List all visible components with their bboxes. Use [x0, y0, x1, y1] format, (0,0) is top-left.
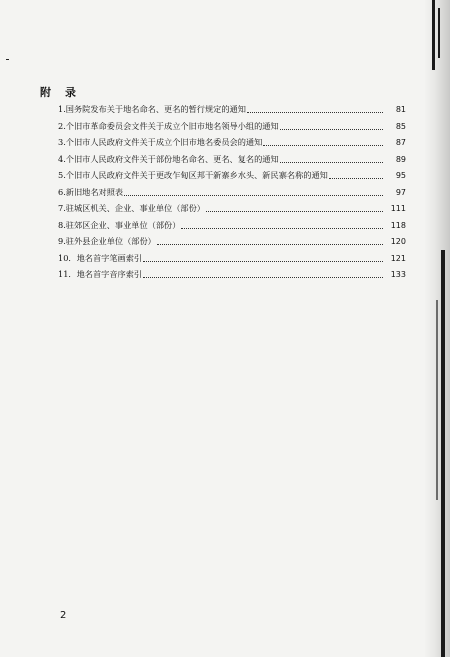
- entry-label: 1.国务院发布关于地名命名、更名的暂行规定的通知: [58, 104, 246, 114]
- list-item[interactable]: [58, 118, 406, 135]
- appendix-list: [58, 101, 406, 283]
- entry-page: 81: [395, 105, 406, 114]
- dot-leader: [157, 243, 383, 245]
- entry-page: 133: [390, 270, 406, 279]
- dot-leader: [280, 161, 383, 163]
- entry-label: 7.驻城区机关、企业、事业单位（部份）: [58, 203, 205, 213]
- entry-label: 3.个旧市人民政府文件关于成立个旧市地名委员会的通知: [58, 137, 263, 147]
- entry-page: 89: [395, 154, 406, 164]
- appendix-heading: 附录: [40, 86, 90, 99]
- dot-leader: [181, 227, 383, 229]
- scan-mark: [6, 59, 9, 60]
- dot-leader: [247, 111, 383, 113]
- entry-label: 5.个旧市人民政府文件关于更改乍甸区邦干新寨乡水头、新民寨名称的通知: [58, 170, 328, 180]
- scan-edge-stroke: [438, 8, 440, 58]
- list-item[interactable]: [58, 151, 406, 168]
- entry-page: 95: [395, 171, 406, 180]
- dot-leader: [143, 276, 383, 278]
- dot-leader: [143, 260, 383, 262]
- entry-label: 9.驻外县企业单位（部份）: [58, 236, 156, 246]
- scan-edge-stroke: [432, 0, 435, 70]
- entry-label: 4.个旧市人民政府文件关于部份地名命名、更名、复名的通知: [58, 153, 279, 164]
- entry-label: 8.驻郊区企业、事业单位（部份）: [58, 219, 181, 230]
- list-item[interactable]: [58, 134, 406, 151]
- scan-edge-stroke: [436, 300, 438, 500]
- list-item[interactable]: [58, 217, 406, 234]
- page-number: 2: [60, 610, 67, 621]
- list-item[interactable]: [58, 167, 406, 184]
- dot-leader: [206, 210, 383, 212]
- entry-page: 111: [390, 204, 406, 213]
- entry-page: 87: [395, 138, 406, 147]
- entry-label: 10．地名首字笔画索引: [58, 252, 143, 263]
- list-item[interactable]: [58, 200, 406, 217]
- dot-leader: [263, 144, 383, 146]
- entry-page: 120: [390, 237, 406, 246]
- entry-page: 97: [395, 187, 406, 197]
- entry-page: 85: [395, 121, 406, 131]
- dot-leader: [124, 194, 383, 196]
- entry-label: 11．地名首字音序索引: [58, 269, 143, 279]
- entry-page: 121: [390, 253, 406, 263]
- list-item[interactable]: [58, 266, 406, 283]
- entry-page: 118: [390, 220, 406, 230]
- dot-leader: [329, 177, 383, 179]
- entry-label: 6.新旧地名对照表: [58, 186, 124, 197]
- dot-leader: [280, 128, 383, 130]
- list-item[interactable]: [58, 101, 406, 118]
- entry-label: 2.个旧市革命委员会文件关于成立个旧市地名领导小组的通知: [58, 120, 279, 131]
- list-item[interactable]: [58, 250, 406, 267]
- list-item[interactable]: [58, 184, 406, 201]
- list-item[interactable]: [58, 233, 406, 250]
- scan-edge-stroke: [441, 250, 445, 657]
